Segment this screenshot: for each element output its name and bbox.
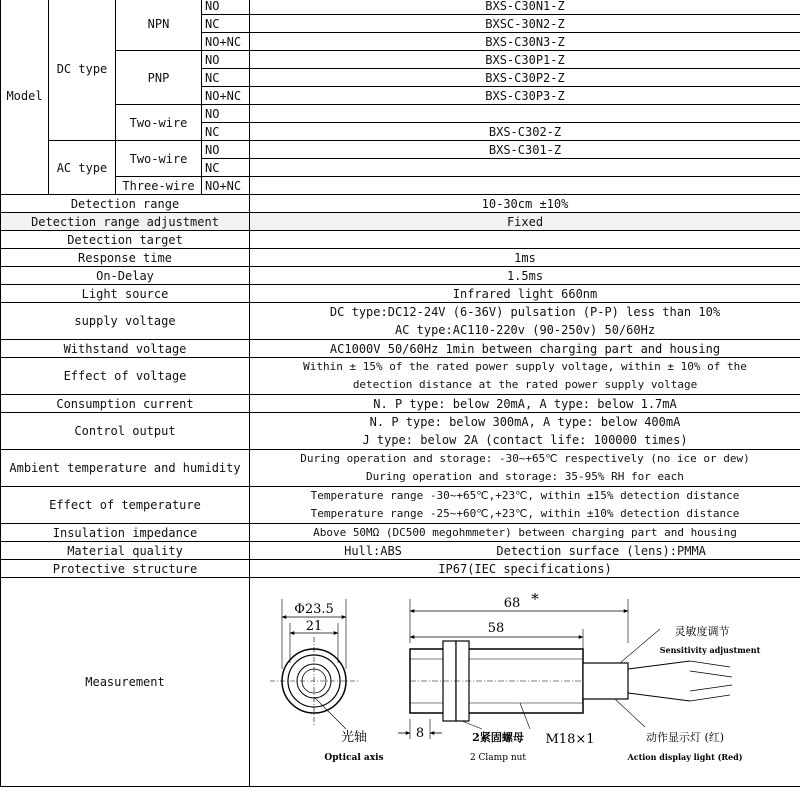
on-delay-label: On-Delay [1,267,250,285]
ambient-line1: During operation and storage: -30~+65℃ respectively (no ice or dew) [300,452,750,465]
ambient-value [250,450,800,487]
light-source-value: Infrared light 660nm [250,285,800,303]
consumption-current-value: N. P type: below 20mA, A type: below 1.7mA [250,395,800,413]
action-light-en: Action display light (Red) [627,751,743,762]
width-21-label: 21 [305,618,323,634]
effect-of-voltage-line2: detection distance at the rated power supply voltage [352,378,698,391]
sensitivity-cn: 灵敏度调节 [674,624,730,638]
dc-two-wire-label: Two-wire [116,105,202,141]
withstand-voltage-value: AC1000V 50/60Hz 1min between charging part and housing [250,340,800,358]
material-label: Material quality [1,542,250,560]
insulation-value: Above 50MΩ (DC500 megohmmeter) between charging part and housing [250,524,800,542]
effect-of-voltage-label: Effect of voltage [1,358,250,395]
light-source-label: Light source [1,285,250,303]
on-delay-value: 1.5ms [250,267,800,285]
pnp-label: PNP [116,51,202,105]
output-type: NC [202,123,250,141]
control-output-value [250,413,800,450]
protective-label: Protective structure [1,560,250,578]
detection-target-value [250,231,800,249]
sensitivity-en: Sensitivity adjustment [659,644,761,655]
model-number: BXS-C30N3-Z [250,33,800,51]
phi-23-5-label: Φ23.5 [294,601,334,617]
model-number: BXS-C30P3-Z [250,87,800,105]
side-view [410,629,732,729]
response-time-label: Response time [1,249,250,267]
model-number: BXS-C301-Z [250,141,800,159]
clamp-nut-cn: 2紧固螺母 [472,730,524,744]
ac-two-wire-label: Two-wire [116,141,202,177]
len-58-label: 58 [487,620,505,636]
sensor-drawing [250,579,800,786]
ambient-line2: During operation and storage: 35-95% RH for each [366,470,684,483]
output-type: NC [202,69,250,87]
len-68-label: 68 [503,595,521,611]
protective-value: IP67(IEC specifications) [250,560,800,578]
len-8-label: 8 [415,725,425,741]
model-number: BXS-C30P1-Z [250,51,800,69]
insulation-label: Insulation impedance [1,524,250,542]
output-type: NC [202,15,250,33]
effect-of-temperature-line2: Temperature range -25~+60℃,+23℃, within ±10% detection distance [310,507,740,520]
model-number [250,159,800,177]
model-number: BXSC-30N2-Z [250,15,800,33]
ac-type-label: AC type [49,141,116,195]
supply-voltage-line2: AC type:AC110-220v (90-250v) 50/60Hz [394,323,656,337]
effect-of-voltage-value [250,358,800,395]
withstand-voltage-label: Withstand voltage [1,340,250,358]
clamp-nut-en: 2 Clamp nut [469,752,527,763]
supply-voltage-line1: DC type:DC12-24V (6-36V) pulsation (P-P) less than 10% [329,305,721,319]
control-output-line2: J type: below 2A (contact life: 100000 times) [362,433,688,447]
model-number [250,105,800,123]
consumption-current-label: Consumption current [1,395,250,413]
model-number [250,177,800,195]
material-lens: Detection surface (lens):PMMA [496,543,706,558]
asterisk-mark: * [531,589,539,608]
dimension-drawing [250,578,800,787]
output-type: NO+NC [202,87,250,105]
output-type: NC [202,159,250,177]
optical-axis-en: Optical axis [324,752,384,763]
model-number: BXS-C302-Z [250,123,800,141]
supply-voltage-value [250,303,800,340]
model-label: Model [1,0,49,195]
detection-range-label: Detection range [1,195,250,213]
supply-voltage-label: supply voltage [1,303,250,340]
effect-of-voltage-line1: Within ± 15% of the rated power supply voltage, within ± 10% of the [303,360,747,373]
response-time-value: 1ms [250,249,800,267]
range-adjustment-label: Detection range adjustment [1,213,250,231]
dc-type-label: DC type [49,0,116,141]
three-wire-label: Three-wire [116,177,202,195]
output-type: NO+NC [202,33,250,51]
detection-range-value: 10-30cm ±10% [250,195,800,213]
npn-label: NPN [116,0,202,51]
optical-axis-cn: 光轴 [340,729,368,745]
material-hull: Hull:ABS [344,543,402,558]
detection-target-label: Detection target [1,231,250,249]
output-type: NO [202,0,250,15]
control-output-label: Control output [1,413,250,450]
thread-label: M18×1 [545,731,595,747]
model-number: BXS-C30N1-Z [250,0,800,15]
control-output-line1: N. P type: below 300mA, A type: below 400mA [369,415,681,429]
action-light-cn: 动作显示灯 (红) [645,730,725,744]
output-type: NO+NC [202,177,250,195]
effect-of-temperature-value [250,487,800,524]
output-type: NO [202,105,250,123]
measurement-label: Measurement [1,578,250,787]
output-type: NO [202,51,250,69]
material-value [250,542,800,560]
ambient-label: Ambient temperature and humidity [1,450,250,487]
effect-of-temperature-line1: Temperature range -30~+65℃,+23℃, within ±15% detection distance [310,489,740,502]
effect-of-temperature-label: Effect of temperature [1,487,250,524]
model-number: BXS-C30P2-Z [250,69,800,87]
output-type: NO [202,141,250,159]
range-adjustment-value: Fixed [250,213,800,231]
